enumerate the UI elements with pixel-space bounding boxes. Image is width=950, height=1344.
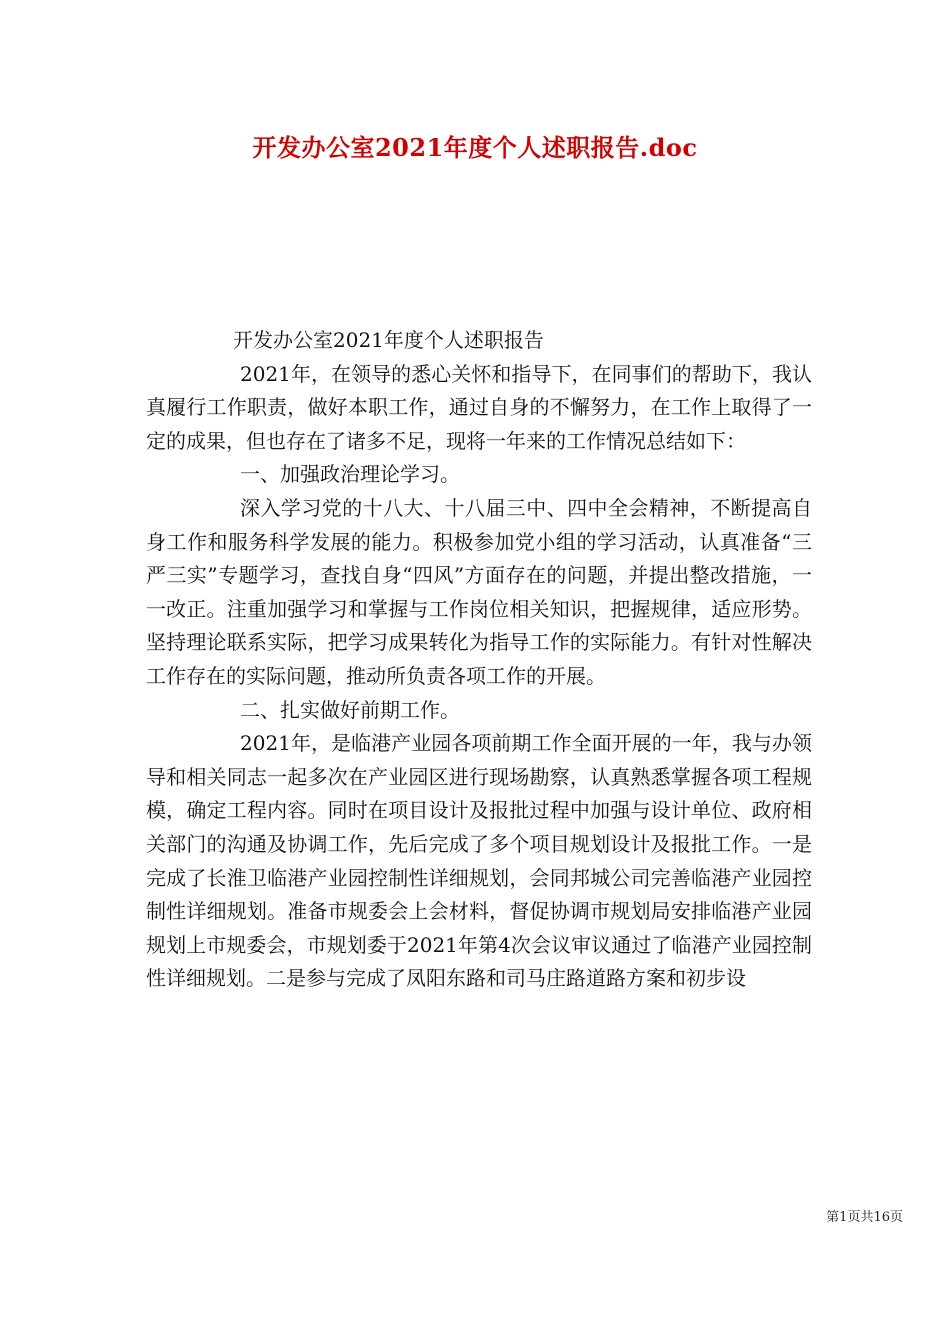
page-number: 第1页共16页	[826, 1210, 903, 1225]
document-body	[146, 324, 812, 996]
document-subtitle: 开发办公室2021年度个人述职报告	[233, 328, 544, 352]
document-title: 开发办公室2021年度个人述职报告.doc	[252, 133, 698, 162]
paragraph-intro: 2021年，在领导的悉心关怀和指导下，在同事们的帮助下，我认真履行工作职责，做好本职工作，通过自身的不懈努力，在工作上取得了一定的成果，但也存在了诸多不足，现将一年来的工作情况总结如下：	[146, 361, 812, 453]
paragraph-section-2: 2021年，是临港产业园各项前期工作全面开展的一年，我与办领导和相关同志一起多次在产业园区进行现场勘察，认真熟悉掌握各项工程规模，确定工程内容。同时在项目设计及报批过程中加强与设计单位、政府相关部门的沟通及协调工作，先后完成了多个项目规划设计及报批工作。一是完成了长淮卫临港产业园控制性详细规划，会同邦城公司完善临港产业园控制性详细规划。准备市规委会上会材料，督促协调市规划局安排临港产业园规划上市规委会，市规划委于2021年第4次会议审议通过了临港产业园控制性详细规划。二是参与完成了凤阳东路和司马庄路道路方案和初步设	[146, 731, 812, 991]
paragraph-section-1: 深入学习党的十八大、十八届三中、四中全会精神，不断提高自身工作和服务科学发展的能力。积极参加党小组的学习活动，认真准备“三严三实”专题学习，查找自身“四风”方面存在的问题，并提出整改措施，一一改正。注重加强学习和掌握与工作岗位相关知识，把握规律，适应形势。坚持理论联系实际，把学习成果转化为指导工作的实际能力。有针对性解决工作存在的实际问题，推动所负责各项工作的开展。	[146, 495, 812, 688]
section-heading-1: 一、加强政治理论学习。	[240, 462, 460, 487]
section-heading-2: 二、扎实做好前期工作。	[240, 697, 460, 722]
